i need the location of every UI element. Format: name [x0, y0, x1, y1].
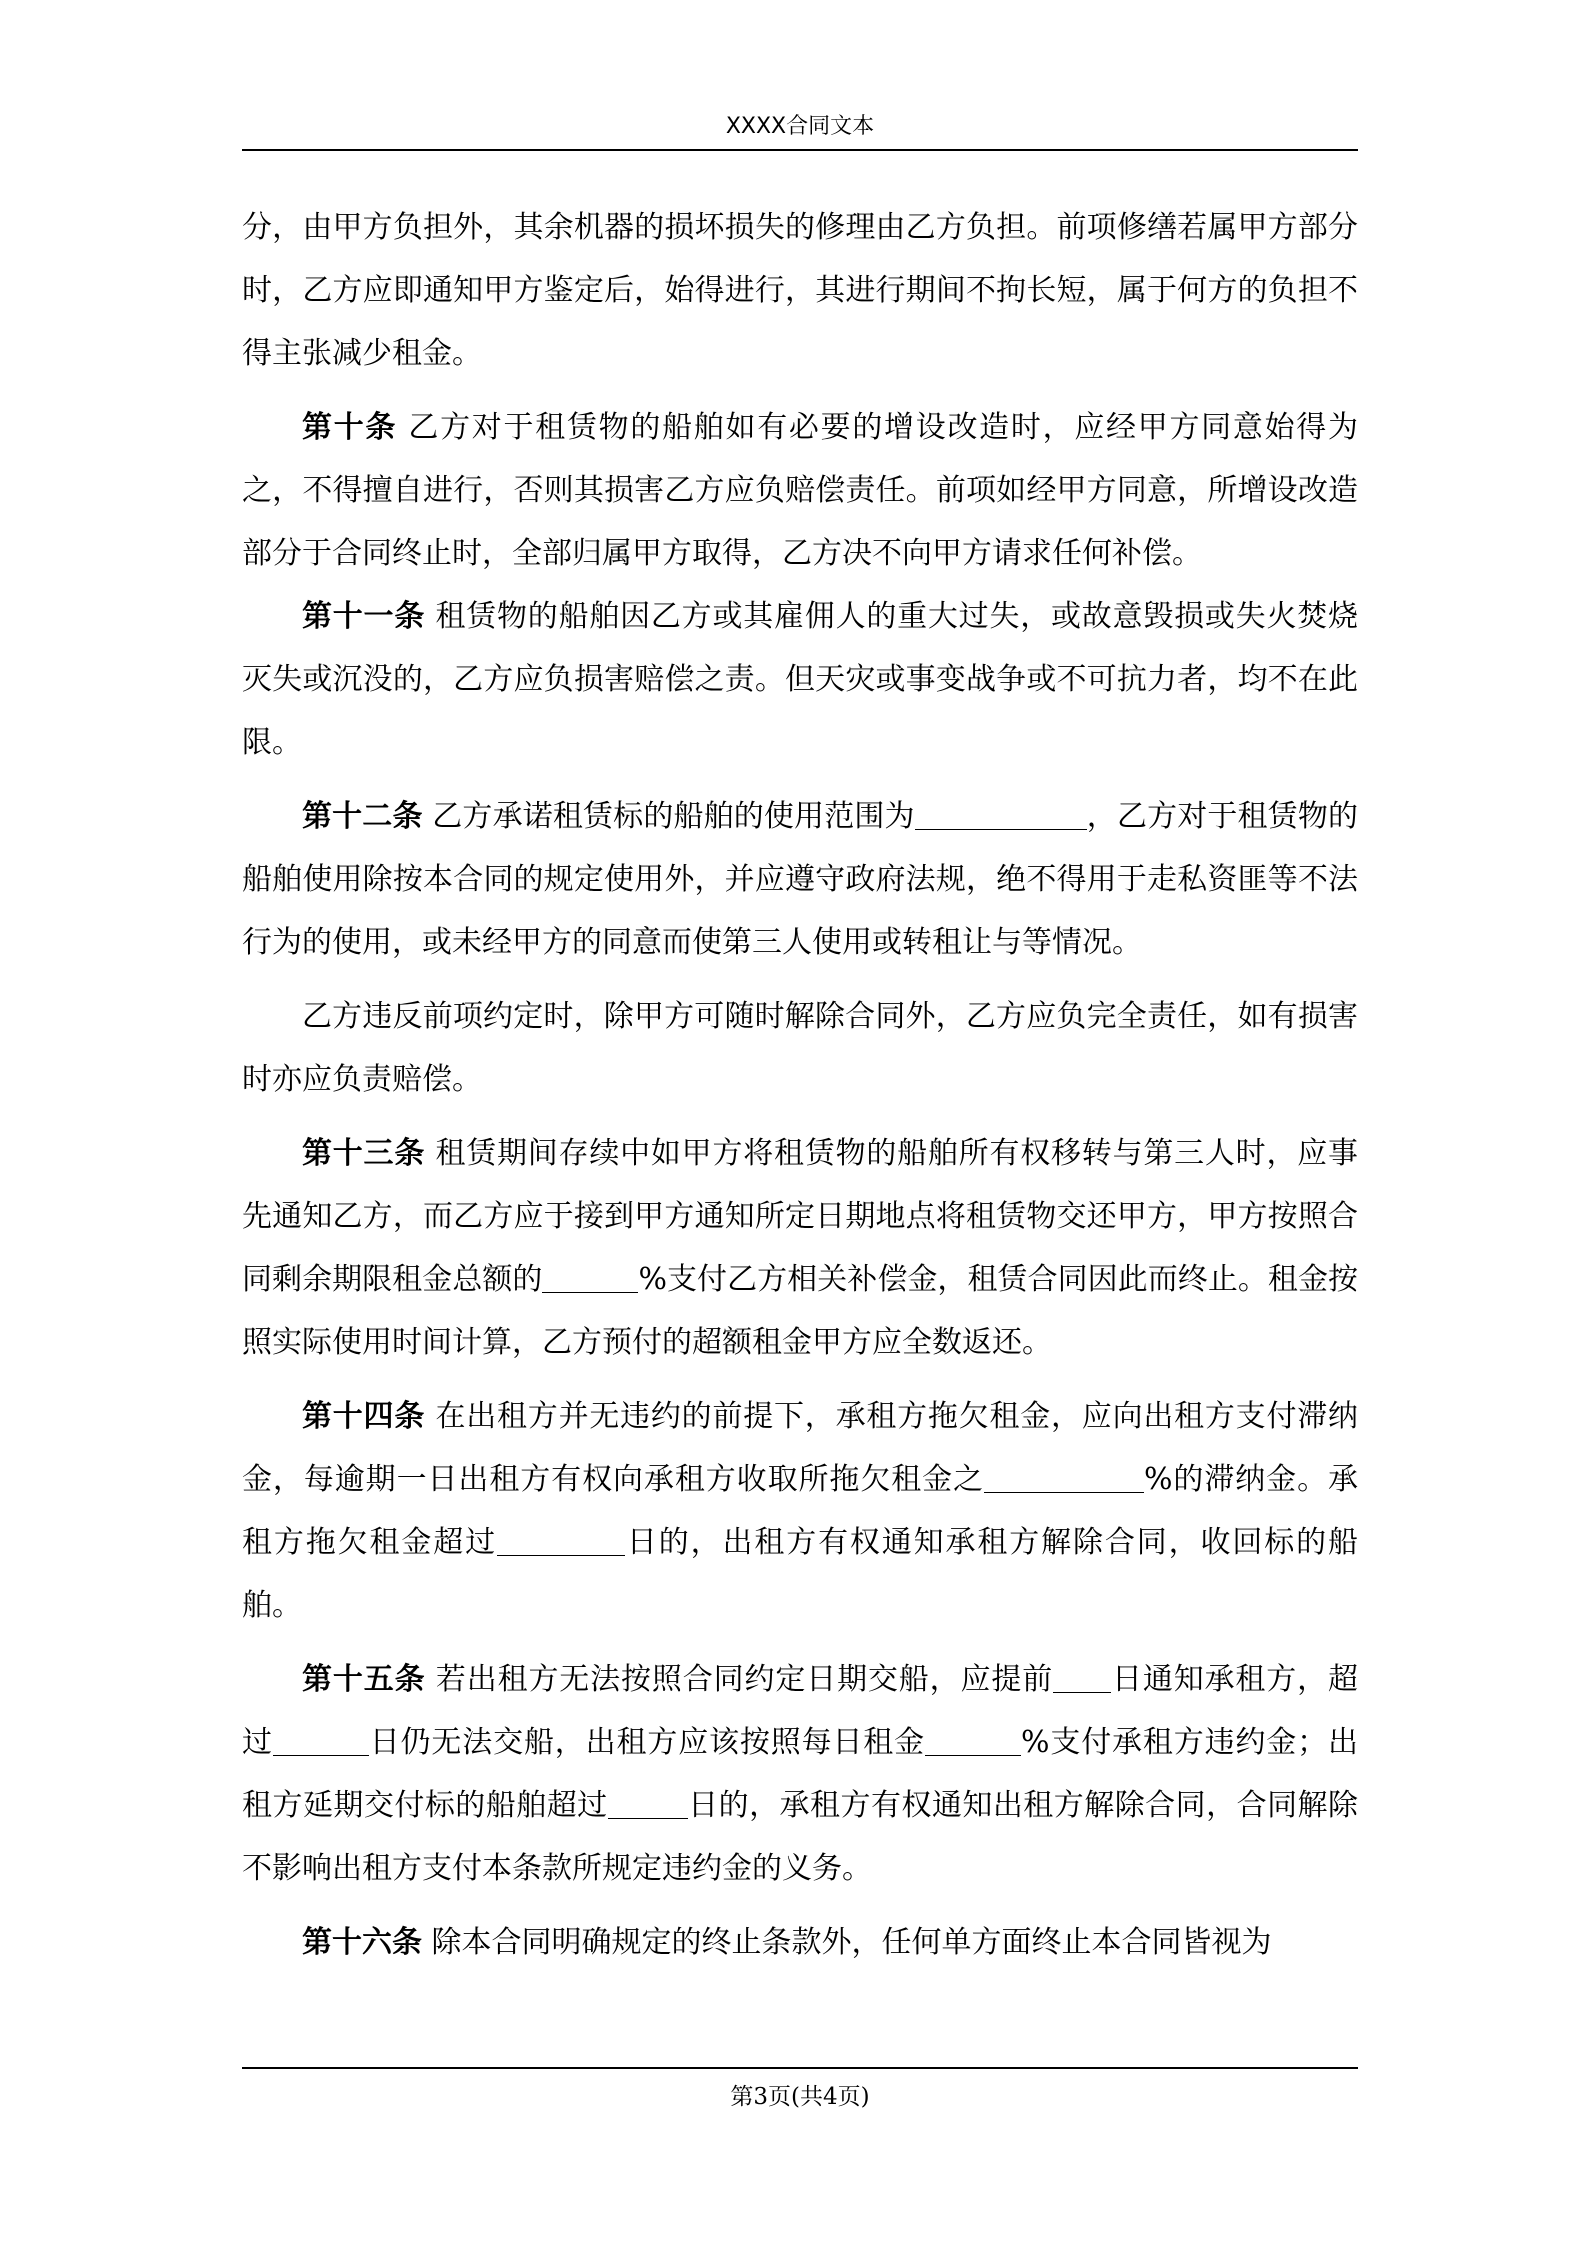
article-14	[242, 1385, 1358, 1637]
article-label: 第十二条	[302, 799, 423, 834]
article-10	[242, 396, 1358, 585]
article-text: 若出租方无法按照合同约定日期交船，应提前	[435, 1662, 1054, 1697]
article-text: 在出租方并无违约的前提下，承租方拖欠租金，应向出租方支付滞纳金，每逾期一日出租方有权向承租方收取所拖欠租金之	[242, 1399, 1359, 1497]
article-13	[242, 1122, 1358, 1374]
article-label: 第十三条	[302, 1136, 426, 1171]
fill-in-blank[interactable]	[984, 1462, 1144, 1493]
article-text: 租赁物的船舶因乙方或其雇佣人的重大过失，或故意毁损或失火焚烧灭失或沉没的，乙方应负损害赔偿之责。但天灾或事变战争或不可抗力者，均不在此限。	[242, 599, 1359, 760]
article-text: 乙方承诺租赁标的船舶的使用范围为	[432, 799, 915, 834]
contract-body	[242, 196, 1358, 1974]
article-text: %支付乙方相关补偿金，租赁合同因此而终止。租金按照实际使用时间计算，乙方预付的超额租金甲方应全数返还。	[242, 1262, 1358, 1360]
article-text: 除本合同明确规定的终止条款外，任何单方面终止本合同皆视为	[431, 1925, 1272, 1960]
page-number: 第3页(共4页)	[730, 2084, 870, 2110]
fill-in-blank[interactable]	[273, 1725, 369, 1756]
footer-divider	[242, 2067, 1358, 2069]
paragraph-continuation: 分，由甲方负担外，其余机器的损坏损失的修理由乙方负担。前项修缮若属甲方部分时，乙方应即通知甲方鉴定后，始得进行，其进行期间不拘长短，属于何方的负担不得主张减少租金。	[242, 210, 1358, 371]
fill-in-blank[interactable]	[497, 1525, 625, 1556]
fill-in-blank[interactable]	[925, 1725, 1021, 1756]
article-text: 日仍无法交船，出租方应该按照每日租金	[368, 1725, 925, 1760]
fill-in-blank[interactable]	[608, 1788, 688, 1819]
fill-in-blank[interactable]	[542, 1262, 638, 1293]
article-text: 日的，出租方有权通知承租方解除合同，收回标的船舶。	[242, 1525, 1359, 1623]
article-16	[242, 1911, 1358, 1974]
article-11	[242, 585, 1358, 774]
article-text: 租赁期间存续中如甲方将租赁物的船舶所有权移转与第三人时，应事先通知乙方，而乙方应于接到甲方通知所定日期地点将租赁物交还甲方，甲方按照合同剩余期限租金总额的	[242, 1136, 1359, 1297]
article-label: 第十五条	[302, 1662, 426, 1697]
article-12	[242, 785, 1358, 974]
header-divider	[242, 149, 1358, 151]
article-text: %的滞纳金。承租方拖欠租金超过	[242, 1462, 1359, 1560]
article-label: 第十条	[302, 410, 398, 445]
article-text: 日的，承租方有权通知出租方解除合同，合同解除不影响出租方支付本条款所规定违约金的义务。	[242, 1788, 1359, 1886]
page-header: XXXX合同文本	[725, 114, 875, 139]
article-15	[242, 1648, 1358, 1900]
fill-in-blank[interactable]	[1053, 1662, 1111, 1693]
article-12-clause-2: 乙方违反前项约定时，除甲方可随时解除合同外，乙方应负完全责任，如有损害时亦应负责赔偿。	[242, 999, 1358, 1097]
article-label: 第十六条	[302, 1925, 422, 1960]
article-text: %支付承租方违约金；出租方延期交付标的船舶超过	[242, 1725, 1359, 1823]
article-label: 第十一条	[302, 599, 426, 634]
article-text: 日通知承租方，超过	[242, 1662, 1359, 1760]
article-text: ，乙方对于租赁物的船舶使用除按本合同的规定使用外，并应遵守政府法规，绝不得用于走私资匪等不法行为的使用，或未经甲方的同意而使第三人使用或转租让与等情况。	[242, 799, 1358, 960]
article-label: 第十四条	[302, 1399, 426, 1434]
article-text: 乙方对于租赁物的船舶如有必要的增设改造时，应经甲方同意始得为之，不得擅自进行，否则其损害乙方应负赔偿责任。前项如经甲方同意，所增设改造部分于合同终止时，全部归属甲方取得，乙方决不向甲方请求任何补偿。	[242, 410, 1359, 571]
fill-in-blank[interactable]	[915, 799, 1087, 830]
